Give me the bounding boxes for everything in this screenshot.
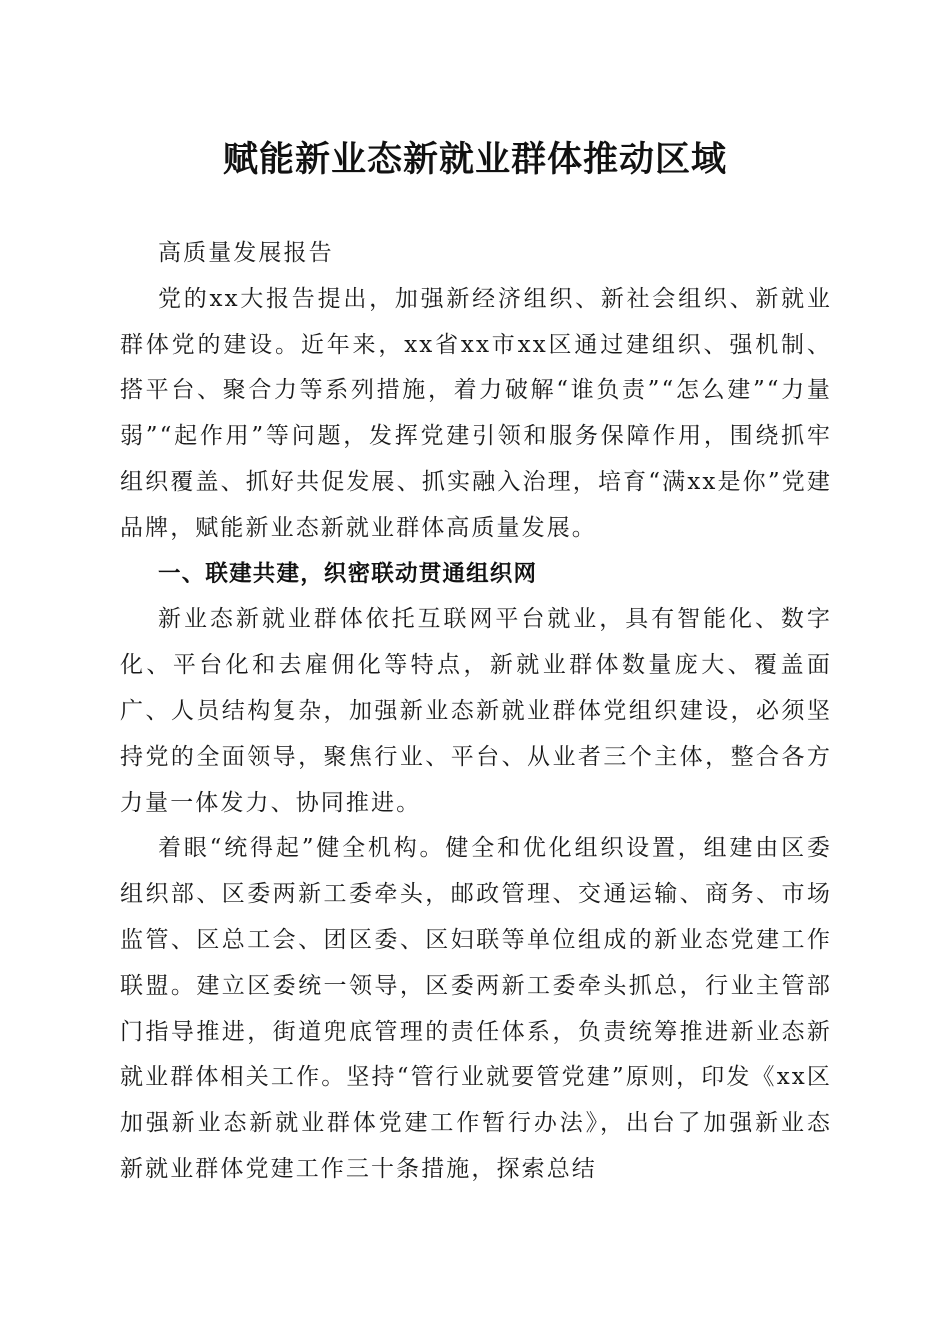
section1-paragraph-2: 着眼“统得起”健全机构。健全和优化组织设置，组建由区委组织部、区委两新工委牵头，邮政管理、交通运输、商务、市场监管、区总工会、团区委、区妇联等单位组成的新业态党建工作联盟。建立区委统一领导，区委两新工委牵头抓总，行业主管部门指导推进，街道兜底管理的责任体系，负责统筹推进新业态新就业群体相关工作。坚持“管行业就要管党建”原则，印发《xx区加强新业态新就业群体党建工作暂行办法》，出台了加强新业态新就业群体党建工作三十条措施，探索总结 xyxy=(120,835,832,1182)
section-heading-1: 一、联建共建，织密联动贯通组织网 xyxy=(158,560,538,587)
intro-paragraph: 党的xx大报告提出，加强新经济组织、新社会组织、新就业群体党的建设。近年来，xx省xx市xx区通过建组织、强机制、搭平台、聚合力等系列措施，着力破解“谁负责”“怎么建”“力量弱”“起作用”等问题，发挥党建引领和服务保障作用，围绕抓牢组织覆盖、抓好共促发展、抓实融入治理，培育“满xx是你”党建品牌，赋能新业态新就业群体高质量发展。 xyxy=(120,285,832,541)
subtitle-line: 高质量发展报告 xyxy=(158,240,334,266)
section1-paragraph-1: 新业态新就业群体依托互联网平台就业，具有智能化、数字化、平台化和去雇佣化等特点，新就业群体数量庞大、覆盖面广、人员结构复杂，加强新业态新就业群体党组织建设，必须坚持党的全面领导，聚焦行业、平台、从业者三个主体，整合各方力量一体发力、协同推进。 xyxy=(120,606,832,816)
document-title: 赋能新业态新就业群体推动区域 xyxy=(222,139,727,180)
document-body xyxy=(120,231,832,1193)
